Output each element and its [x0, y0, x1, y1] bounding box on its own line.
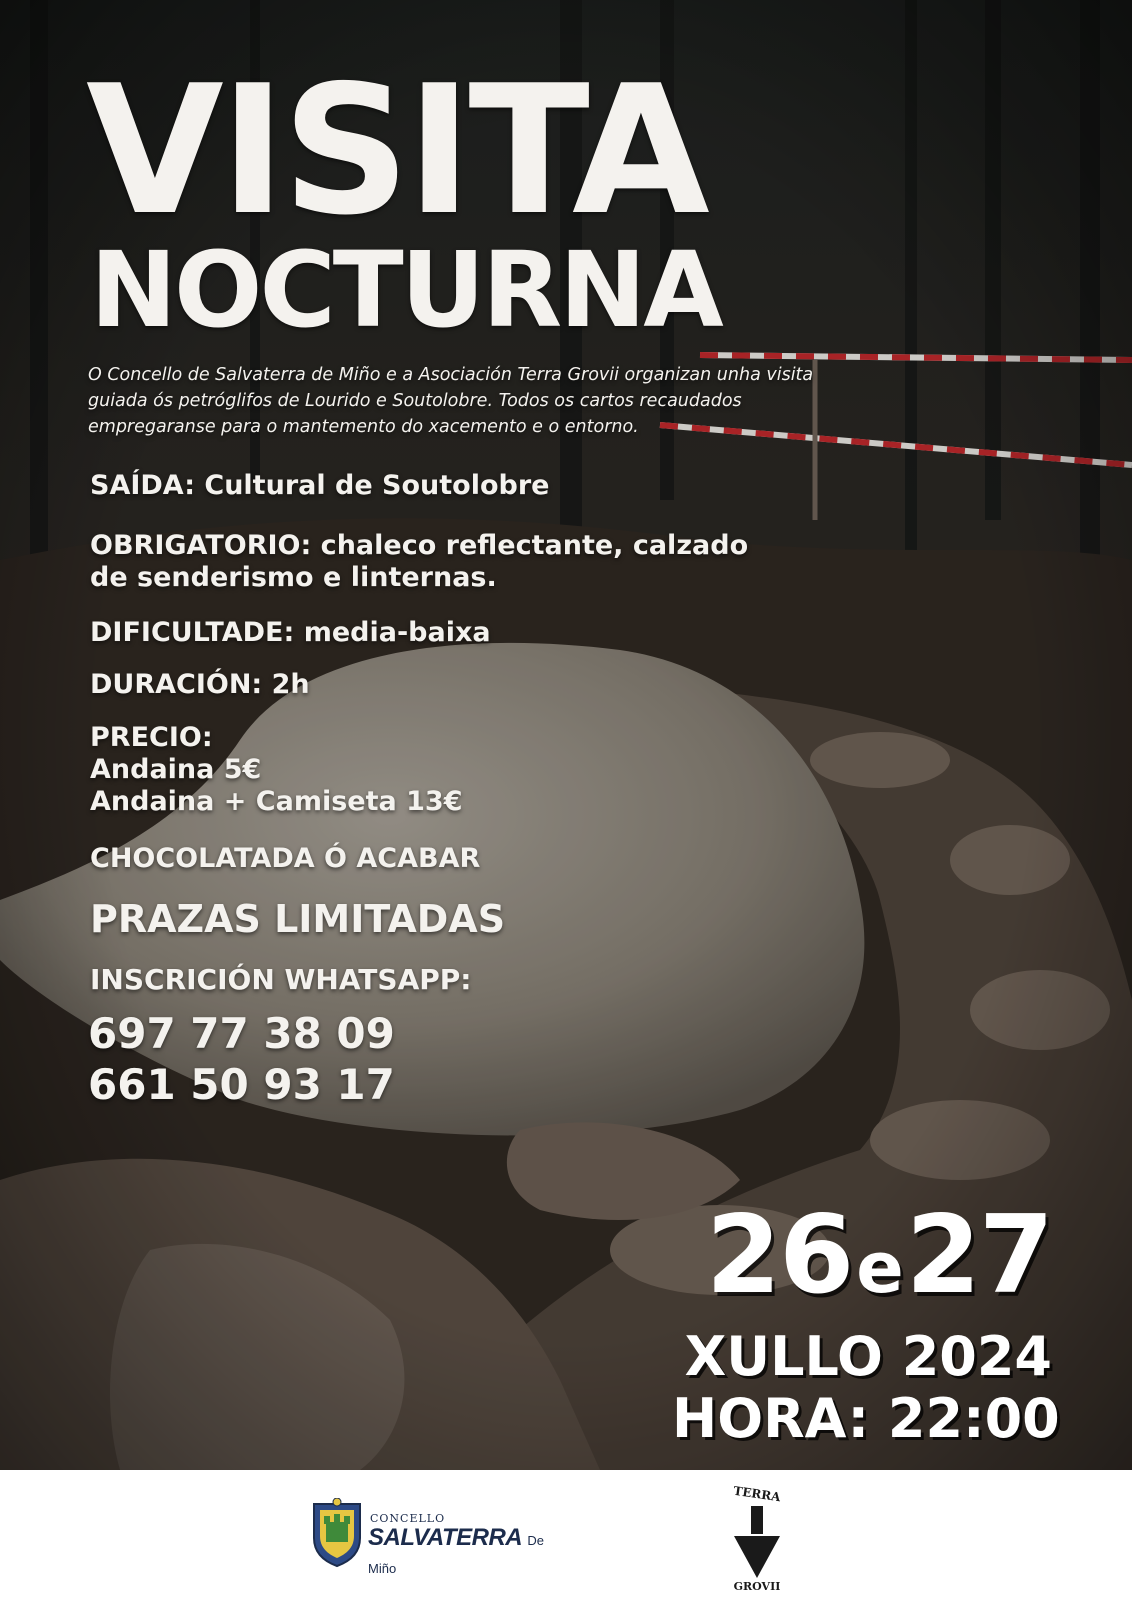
whatsapp-registration-label: INSCRICIÓN WHATSAPP: — [90, 963, 472, 996]
event-date-block — [672, 1193, 1060, 1450]
mandatory-info — [90, 530, 810, 594]
event-month-year: XULLO 2024 — [684, 1325, 1052, 1388]
intro-paragraph: O Concello de Salvaterra de Miño e a Asociación Terra Grovii organizan unha visita guiada ós petróglifos de Lourido e Soutolobre. Todos os cartos recaudados empregaranse para o mantemento do xacemento e o entorno. — [88, 365, 814, 437]
duration-info: DURACIÓN: 2h — [90, 669, 310, 700]
event-days — [672, 1193, 1052, 1322]
limited-places: PRAZAS LIMITADAS — [90, 897, 506, 941]
concello-name-suffix: De Miño — [368, 1533, 545, 1576]
title-line-1: VISITA — [86, 47, 706, 254]
price-label: PRECIO: — [90, 722, 213, 753]
chocolate-info: CHOCOLATADA Ó ACABAR — [90, 843, 481, 874]
concello-name-main: SALVATERRA — [368, 1524, 522, 1551]
concello-small-label: CONCELLO — [370, 1512, 446, 1525]
day-1: 26 — [705, 1193, 853, 1318]
concello-name — [368, 1524, 570, 1580]
terra-logo-bottom-text: GROVII — [733, 1580, 781, 1593]
title-line-2: NOCTURNA — [90, 229, 721, 351]
day-connector: e — [856, 1227, 902, 1309]
sponsor-footer — [0, 1470, 1132, 1600]
event-time: HORA: 22:00 — [672, 1387, 1060, 1450]
mandatory-line-2: de senderismo e linternas. — [90, 562, 497, 593]
terra-grovii-logo-graphic — [722, 1482, 792, 1594]
price-option-2: Andaina + Camiseta 13€ — [90, 786, 463, 817]
departure-info: SAÍDA: Cultural de Soutolobre — [90, 470, 550, 501]
day-2: 27 — [905, 1193, 1052, 1318]
terra-logo-top-text: TERRA — [732, 1483, 782, 1505]
terra-grovii-logo — [722, 1482, 792, 1594]
phone-number-2[interactable]: 661 50 93 17 — [88, 1060, 395, 1109]
price-option-1: Andaina 5€ — [90, 754, 262, 785]
phone-number-1[interactable]: 697 77 38 09 — [88, 1009, 395, 1058]
difficulty-info: DIFICULTADE: media-baixa — [90, 617, 491, 648]
mandatory-line-1: OBRIGATORIO: chaleco reflectante, calzado — [90, 530, 749, 561]
crest-icon — [310, 1498, 364, 1568]
concello-salvaterra-logo — [310, 1498, 570, 1578]
price-info — [90, 722, 810, 818]
